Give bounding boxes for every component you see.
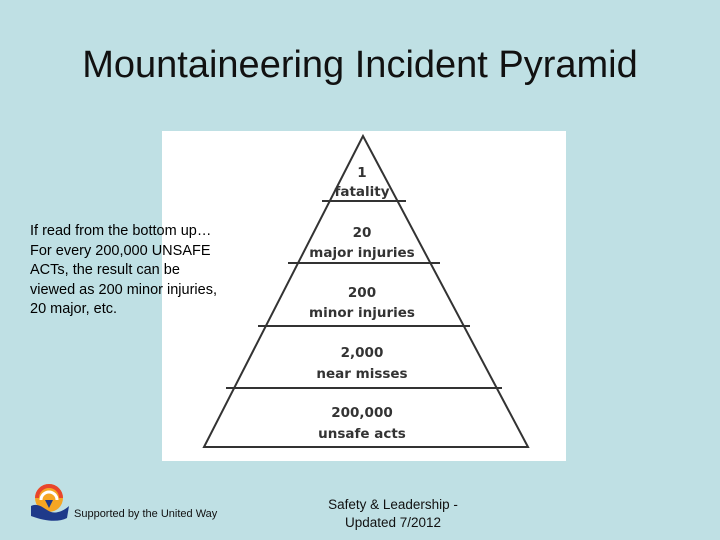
slide-title: Mountaineering Incident Pyramid <box>82 44 638 86</box>
note-line: ACTs, the result can be <box>30 262 180 278</box>
footer-line: Safety & Leadership - <box>328 497 458 512</box>
tier-count-near-misses: 2,000 <box>340 345 384 361</box>
footer-line: Updated 7/2012 <box>344 515 442 530</box>
tier-label-unsafe-acts: unsafe acts <box>318 426 406 442</box>
note-line: If read from the bottom up… <box>30 223 212 239</box>
tier-label-fatality: fatality <box>334 184 390 200</box>
note-line: 20 major, etc. <box>30 301 118 317</box>
tier-count-minor: 200 <box>347 285 377 301</box>
note-line: For every 200,000 UNSAFE <box>30 242 211 259</box>
tier-count-fatality: 1 <box>357 165 367 181</box>
tier-count-unsafe-acts: 200,000 <box>331 405 393 421</box>
tier-label-near-misses: near misses <box>316 366 408 382</box>
explanation-note <box>30 222 270 320</box>
tier-label-major: major injuries <box>309 245 415 261</box>
supported-by-text: Supported by the United Way <box>74 508 218 520</box>
footer-text <box>318 496 468 532</box>
note-line: viewed as 200 minor injuries, <box>30 281 217 298</box>
tier-count-major: 20 <box>352 225 372 241</box>
tier-label-minor: minor injuries <box>309 305 415 321</box>
united-way-logo-icon <box>25 478 71 524</box>
